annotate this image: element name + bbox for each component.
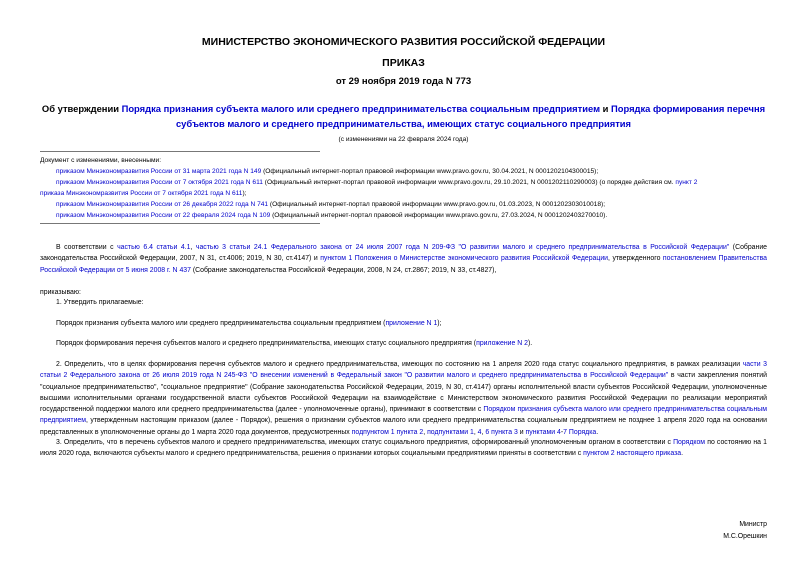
item-1: 1. Утвердить прилагаемые: <box>56 299 144 306</box>
text: (Собрание законодательства Российской Федерации, 2008, N 24, ст.2867; 2019, N 33, ст.4827), <box>190 266 497 274</box>
change-link[interactable]: приказом Минэкономразвития России от 31 марта 2021 года N 149 <box>56 168 262 175</box>
text: , <box>473 428 478 436</box>
item-2 <box>40 359 767 438</box>
text: , <box>423 428 428 436</box>
doc-type-heading: ПРИКАЗ <box>382 57 425 69</box>
point-link[interactable]: пунктом 2 настоящего приказа <box>583 450 682 458</box>
divider-top <box>40 151 320 152</box>
title-conj: и <box>600 103 611 114</box>
change-item <box>56 210 607 221</box>
change-link[interactable]: приказом Минэкономразвития России от 22 февраля 2024 года N 109 <box>56 212 271 219</box>
ministry-heading: МИНИСТЕРСТВО ЭКОНОМИЧЕСКОГО РАЗВИТИЯ РОССИЙСКОЙ ФЕДЕРАЦИИ <box>201 36 606 48</box>
text: . <box>681 450 683 458</box>
text: , утвержденным настоящим приказом (далее - Порядок), решения о признании субъектов малого или среднего предпринимательства социальным предприятием не позднее 1 апреля 2020 года на основании представленных в уполномоченные органы до 1 марта 2020 года документов, предусмотренных <box>40 417 767 436</box>
point-link[interactable]: 7 Порядка <box>563 428 597 436</box>
change-text: (Официальный интернет-портал правовой информации www.pravo.gov.ru, 27.03.2024, N 0001202403270010). <box>270 212 608 219</box>
subpoint-link[interactable]: 6 пункта 3 <box>485 428 518 436</box>
change-text: (Официальный интернет-портал правовой информации www.pravo.gov.ru, 30.04.2021, N 0001202104300015); <box>261 168 599 175</box>
law-link[interactable]: частью 3 статьи 24.1 Федерального закона от 24 июля 2007 года N 209-ФЗ "О развитии малого и среднего предпринимательства в Российской Федерации" <box>195 244 730 251</box>
text: и <box>517 428 526 436</box>
change-item <box>56 199 605 210</box>
change-text: (Официальный интернет-портал правовой информации www.pravo.gov.ru, 29.10.2021, N 0001202110290003) (о порядке действия см. <box>262 179 676 186</box>
law-link[interactable]: частью 6.4 статьи 4.1 <box>117 244 191 251</box>
orders-label: приказываю: <box>40 289 81 296</box>
subpoint-link[interactable]: подпунктом 1 пункта 2 <box>351 428 424 436</box>
text: Порядок формирования перечня субъектов малого и среднего предпринимательства, имеющих статус социального предприятия ( <box>56 340 477 347</box>
change-link[interactable]: приказом Минэкономразвития России от 7 октября 2021 года N 611 <box>56 179 263 186</box>
procedure-1 <box>56 318 442 329</box>
subpoint-link[interactable]: 4 <box>477 428 482 436</box>
date-number: от 29 ноября 2019 года N 773 <box>335 76 472 87</box>
text: , <box>190 244 196 251</box>
text: ); <box>437 320 442 327</box>
document-title <box>40 101 767 131</box>
change-item-cont <box>40 188 247 199</box>
text: , <box>481 428 486 436</box>
text: . <box>596 428 599 436</box>
revision-note: (с изменениями на 22 февраля 2024 года) <box>338 136 469 143</box>
law-link[interactable]: пунктом 1 Положения о Министерстве экономического развития Российской Федерации <box>320 255 609 263</box>
law-link[interactable]: части 3 статьи 2 Федерального закона от 26 июля 2019 года N 245-ФЗ "О внесении изменений в Федеральный закон "О развитии малого и среднего предпринимательства в Российской Федерации" <box>40 361 767 380</box>
title-prefix: Об утверждении <box>41 103 122 114</box>
appendix-link-2[interactable]: приложение N 2 <box>476 340 528 347</box>
procedure-2 <box>56 338 532 349</box>
title-link-1[interactable]: Порядка признания субъекта малого или среднего предпринимательства социальным предприятием <box>121 103 601 114</box>
divider-bottom <box>40 223 320 224</box>
item-3 <box>40 437 767 460</box>
change-text: (Официальный интернет-портал правовой информации www.pravo.gov.ru, 01.03.2023, N 0001202303010018); <box>268 201 606 208</box>
text: 3. Определить, что в перечень субъектов малого и среднего предпринимательства, имеющих статус социального предприятия, сформированный уполномоченным органом в соответствии с <box>56 439 674 446</box>
subpoint-link[interactable]: подпунктами 1 <box>427 428 474 436</box>
text: Порядок признания субъекта малого или среднего предпринимательства социальным предприятием ( <box>56 320 386 327</box>
appendix-link-1[interactable]: приложение N 1 <box>385 320 438 327</box>
change-text: ); <box>242 190 247 197</box>
text: 2. Определить, что в целях формирования перечня субъектов малого и среднего предпринимательства, имеющих по состоянию на 1 апреля 2020 года статус социального предприятия, в рамках реализации <box>56 361 743 368</box>
change-item <box>56 166 598 177</box>
signature-title: Министр <box>739 521 767 528</box>
text: В соответствии с <box>56 244 118 251</box>
change-link-point[interactable]: пункт 2 <box>675 179 698 186</box>
change-link[interactable]: приказом Минэкономразвития России от 26 декабря 2022 года N 741 <box>56 201 269 208</box>
changes-intro: Документ с изменениями, внесенными: <box>40 157 162 164</box>
paragraph-basis <box>40 242 767 276</box>
text: (Собрание законодательства Российской Федерации, 2007, N 31, ст.4006; 2019, N 30, ст.4147) и <box>40 244 767 263</box>
change-item <box>56 177 697 188</box>
procedure-link[interactable]: Порядком признания субъекта малого или среднего предпринимательства социальным предприятием <box>40 406 767 425</box>
law-link[interactable]: постановлением Правительства Российской Федерации от 5 июня 2008 г. N 437 <box>40 255 767 274</box>
text: в части закрепления понятий "социальное предпринимательство", "социальное предприятие" (Собрание законодательства Российской Федерации, 2019, N 30, ст.4147) органы исполнительной власти субъектов Российской Федерации, уполномоченные высшими исполнительными органами государственной власти субъектов Российской Федерации на взаимодействие с Министерством экономического развития Российской Федерации по реализации мероприятий государственной поддержки малого или среднего предпринимательства (далее - уполномоченные органы), принимают в соответствии с <box>40 372 767 414</box>
procedure-link[interactable]: Порядком <box>673 439 706 446</box>
text: ). <box>527 340 533 347</box>
signature-name: М.С.Орешкин <box>723 533 767 540</box>
text: - <box>560 428 564 436</box>
text: , утвержденного <box>608 255 663 263</box>
point-link[interactable]: пунктами 4 <box>525 428 561 436</box>
text: по состоянию на 1 июля 2020 года, включаются субъекты малого и среднего предпринимательства, решения о признании которых социальными предприятиями приняты в соответствии с <box>40 439 767 458</box>
change-link[interactable]: приказа Минэкономразвития России от 7 октября 2021 года N 611 <box>40 190 243 197</box>
title-link-2[interactable]: Порядка формирования перечня субъектов малого и среднего предпринимательства, имеющих статус социального предприятия <box>175 103 766 129</box>
